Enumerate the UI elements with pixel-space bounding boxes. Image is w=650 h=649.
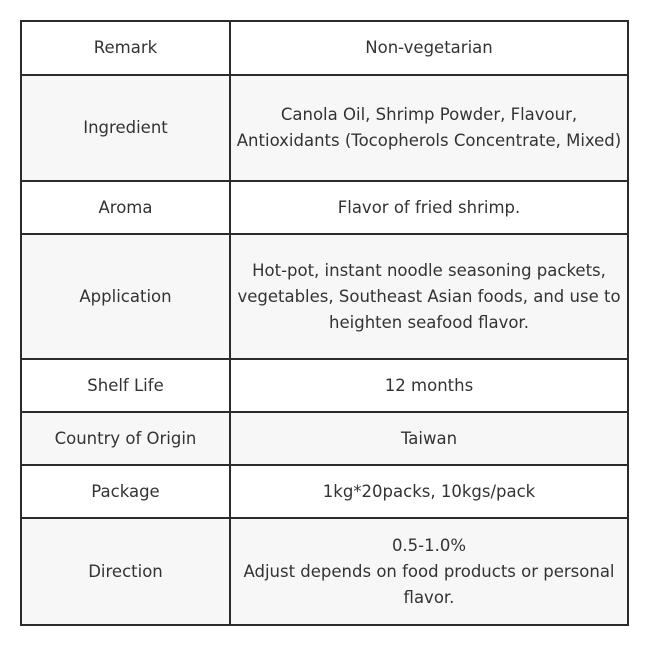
package-value	[230, 465, 628, 518]
aroma-label: Aroma	[21, 181, 230, 234]
package-value-line: 1kg*20packs, 10kgs/pack	[322, 481, 536, 501]
table-row-direction	[21, 518, 628, 625]
direction-value-line: flavor.	[403, 587, 455, 607]
table-row-remark	[21, 21, 628, 75]
remark-label: Remark	[21, 21, 230, 75]
table-row-shelf-life	[21, 359, 628, 412]
remark-value-line: Non-vegetarian	[365, 38, 493, 57]
table-row-ingredient	[21, 75, 628, 181]
application-value-line: vegetables, Southeast Asian foods, and use to	[237, 286, 621, 306]
application-label: Application	[21, 234, 230, 359]
aroma-value-line: Flavor of fried shrimp.	[337, 197, 521, 217]
table-row-aroma	[21, 181, 628, 234]
product-spec-table	[20, 20, 629, 626]
country-of-origin-value	[230, 412, 628, 465]
direction-value-line: Adjust depends on food products or personal	[243, 561, 615, 581]
ingredient-value	[230, 75, 628, 181]
shelf-life-value-line: 12 months	[384, 375, 474, 395]
country-of-origin-value-line: Taiwan	[400, 428, 458, 448]
ingredient-value-line: Canola Oil, Shrimp Powder, Flavour,	[280, 105, 578, 124]
direction-label: Direction	[21, 518, 230, 625]
package-label: Package	[21, 465, 230, 518]
aroma-value	[230, 181, 628, 234]
shelf-life-value	[230, 359, 628, 412]
remark-value	[230, 21, 628, 75]
country-of-origin-label: Country of Origin	[21, 412, 230, 465]
table-row-application	[21, 234, 628, 359]
ingredient-value-line: Antioxidants (Tocopherols Concentrate, Mixed)	[236, 131, 622, 150]
application-value-line: Hot-pot, instant noodle seasoning packets,	[252, 260, 606, 280]
application-value	[230, 234, 628, 359]
table-row-package	[21, 465, 628, 518]
ingredient-label: Ingredient	[21, 75, 230, 181]
application-value-line: heighten seafood flavor.	[329, 312, 529, 332]
direction-value-line: 0.5-1.0%	[391, 535, 467, 555]
shelf-life-label: Shelf Life	[21, 359, 230, 412]
direction-value	[230, 518, 628, 625]
table-row-country-of-origin	[21, 412, 628, 465]
